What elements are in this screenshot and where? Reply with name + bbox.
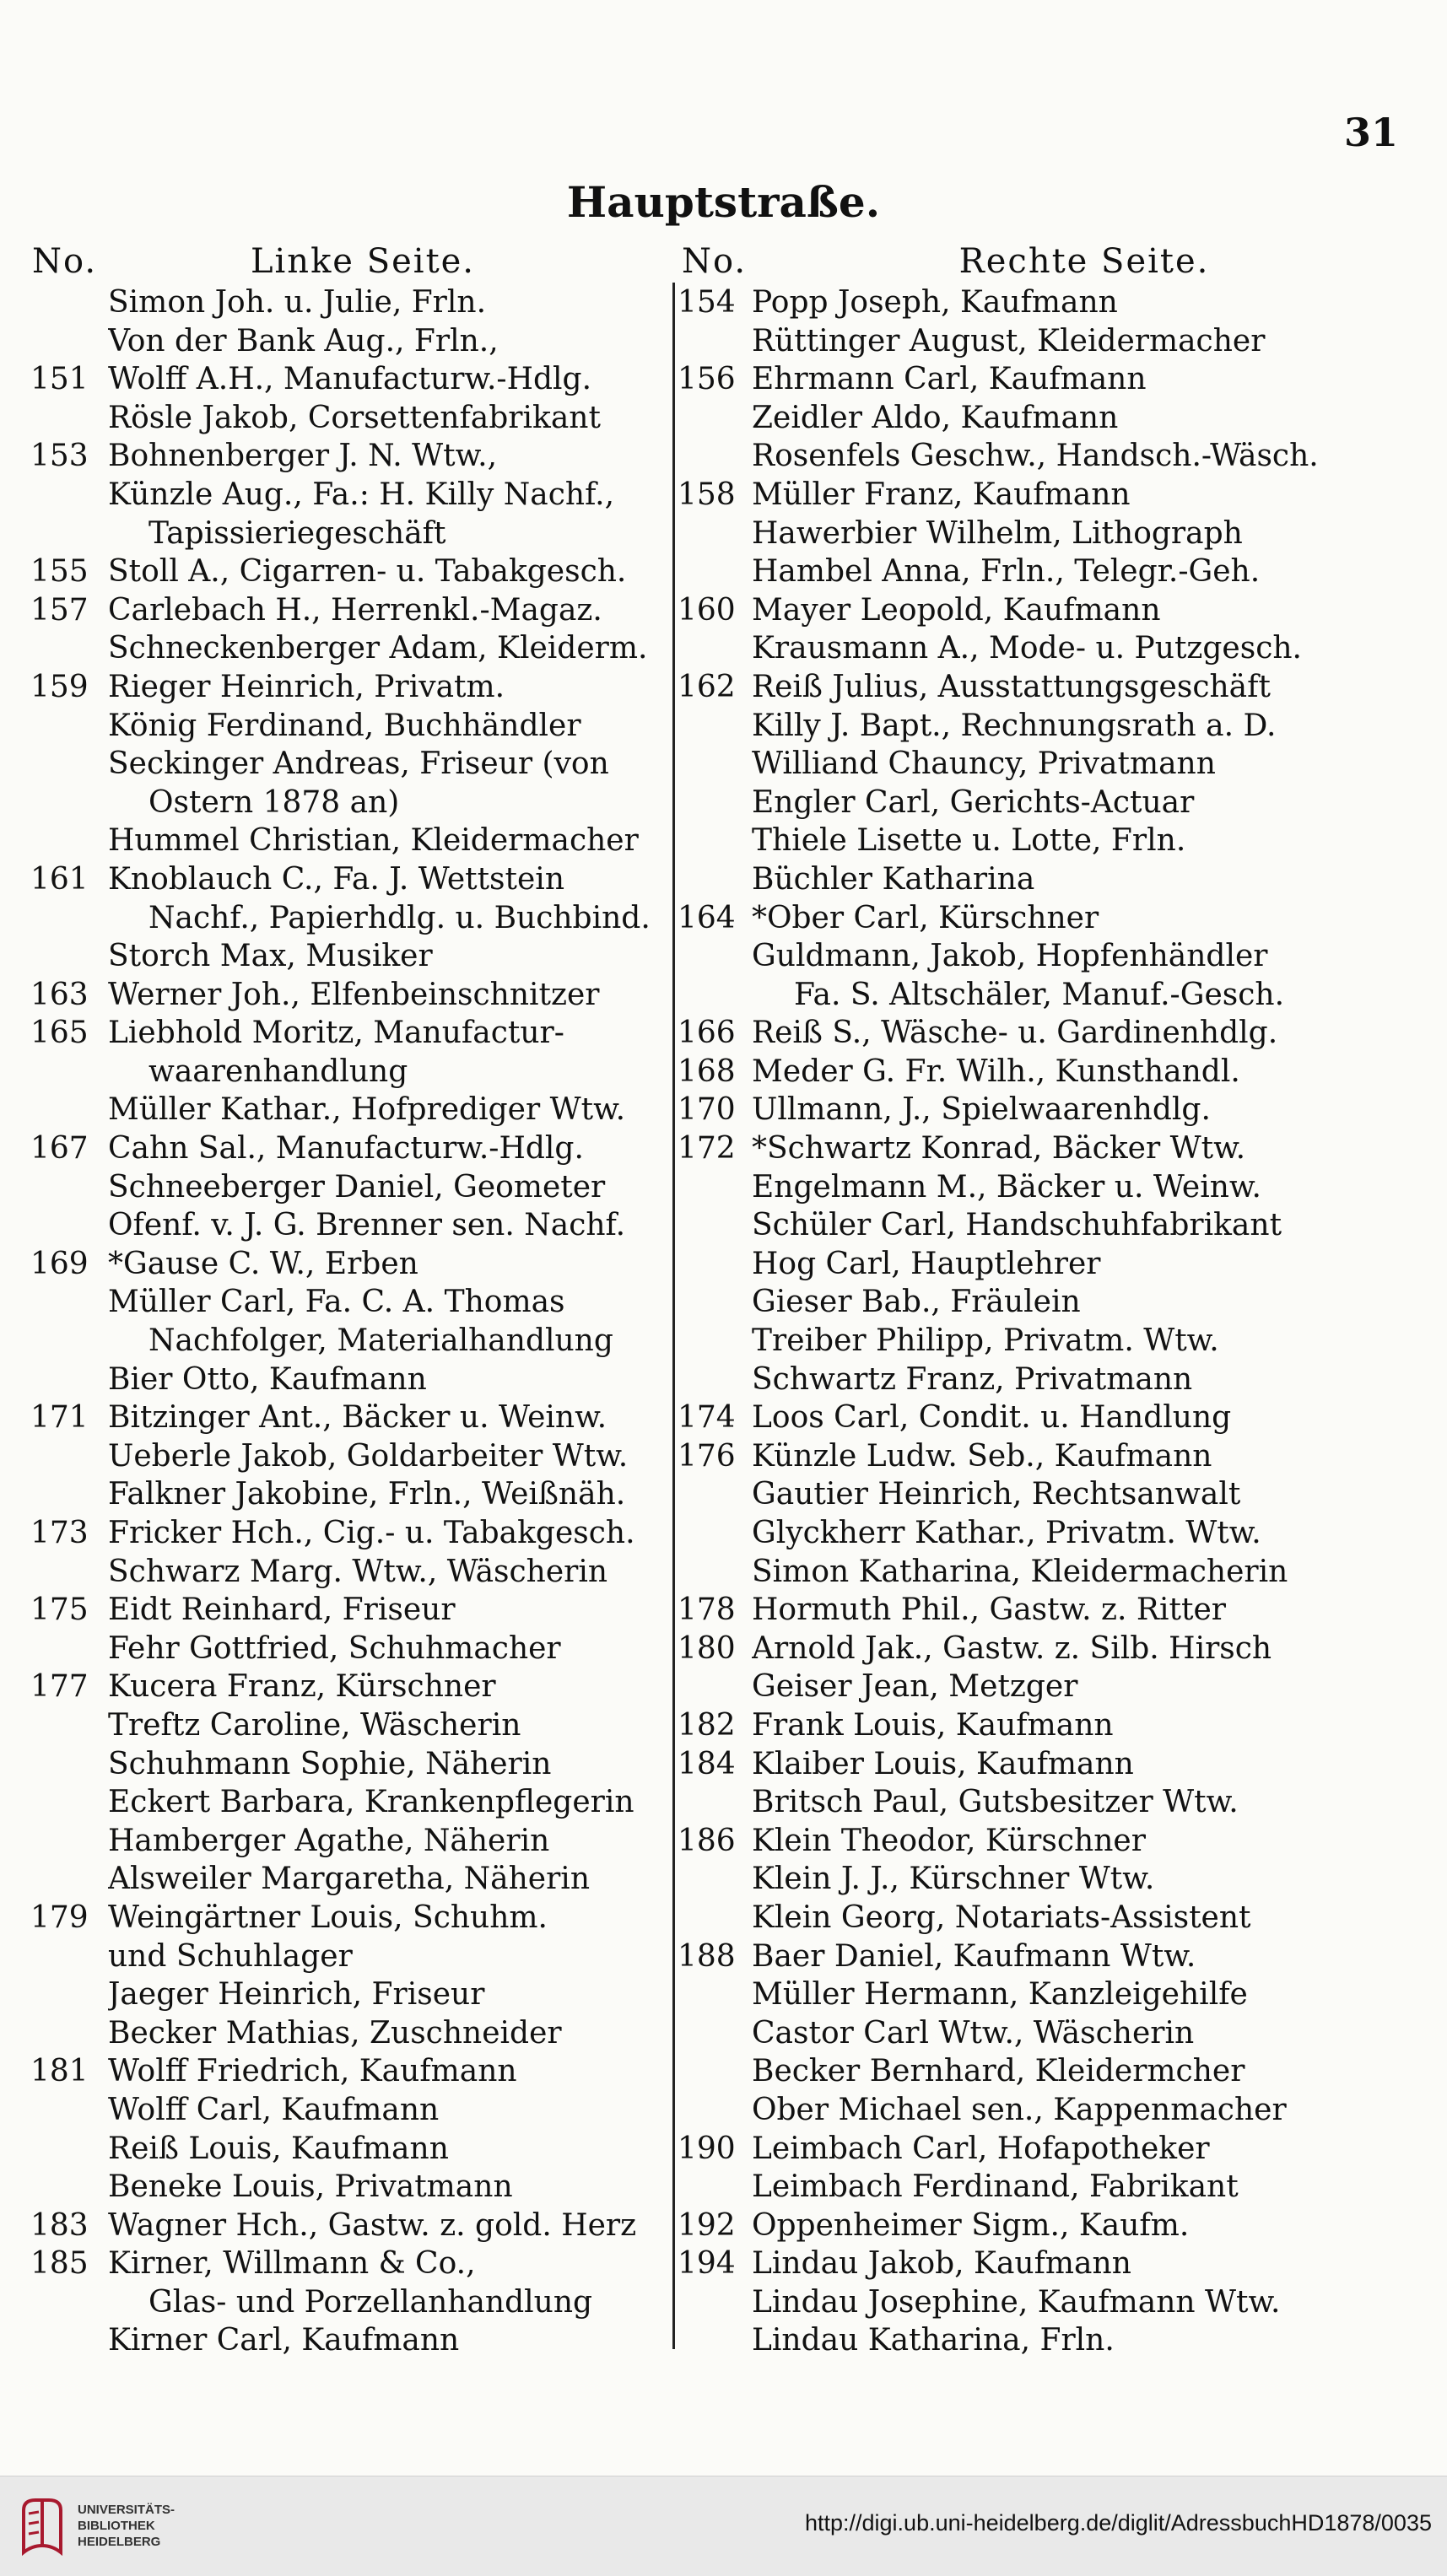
directory-entry [0, 2207, 671, 2245]
directory-entry [0, 1206, 671, 1245]
directory-entry [0, 1514, 671, 1553]
resident-text: Tapissieriegeschäft [148, 515, 446, 551]
directory-entry [678, 1129, 1441, 1168]
resident-text: Alsweiler Margaretha, Näherin [108, 1862, 591, 1897]
house-number: 186 [678, 1823, 736, 1858]
resident-text: Thiele Lisette u. Lotte, Frln. [752, 823, 1186, 859]
resident-text: Künzle Ludw. Seb., Kaufmann [752, 1438, 1212, 1474]
resident-text: Klaiber Louis, Kaufmann [752, 1746, 1134, 1781]
house-number: 181 [30, 2054, 89, 2089]
directory-entry [678, 2130, 1441, 2169]
house-number: 162 [678, 669, 736, 704]
resident-text: Castor Carl Wtw., Wäscherin [752, 2015, 1195, 2051]
resident-text: Kucera Franz, Kürschner [108, 1669, 496, 1705]
resident-text: Glas- und Porzellanhandlung [148, 2284, 593, 2320]
resident-text: Knoblauch C., Fa. J. Wettstein [108, 861, 565, 897]
directory-entry [0, 745, 671, 784]
resident-text: Treftz Caroline, Wäscherin [108, 1707, 521, 1743]
resident-text: Klein Georg, Notariats-Assistent [752, 1900, 1251, 1935]
directory-entry [0, 2091, 671, 2130]
directory-entry [0, 976, 671, 1015]
directory-entry [678, 1283, 1441, 1322]
directory-entry [678, 976, 1441, 1015]
directory-entry [678, 937, 1441, 976]
house-number: 190 [678, 2131, 736, 2166]
resident-text: Eckert Barbara, Krankenpflegerin [108, 1785, 634, 1820]
resident-text: und Schuhlager [108, 1938, 353, 1974]
page-number: 31 [1343, 110, 1398, 155]
resident-text: Wolff Carl, Kaufmann [108, 2092, 440, 2127]
directory-entry [678, 1937, 1441, 1976]
resident-text: Arnold Jak., Gastw. z. Silb. Hirsch [752, 1630, 1272, 1666]
directory-entry [0, 1937, 671, 1976]
resident-text: Krausmann A., Mode- u. Putzgesch. [752, 631, 1302, 666]
directory-entry [0, 2245, 671, 2283]
house-number: 168 [678, 1054, 736, 1089]
directory-entry [678, 1783, 1441, 1822]
house-number: 170 [678, 1092, 736, 1128]
directory-entry [0, 1053, 671, 1091]
resident-text: Ehrmann Carl, Kaufmann [752, 362, 1147, 397]
directory-entry [678, 1053, 1441, 1091]
directory-entry [0, 1475, 671, 1514]
directory-entry [678, 1514, 1441, 1553]
resident-text: Hawerbier Wilhelm, Lithograph [752, 515, 1243, 551]
resident-text: *Gause C. W., Erben [108, 1246, 418, 1281]
directory-entry [678, 1745, 1441, 1784]
directory-entry [0, 1975, 671, 2014]
resident-text: Weingärtner Louis, Schuhm. [108, 1900, 548, 1935]
resident-text: Schneckenberger Adam, Kleiderm. [108, 631, 648, 666]
house-number: 176 [678, 1438, 736, 1474]
resident-text: Simon Joh. u. Julie, Frln. [108, 285, 487, 320]
resident-text: Popp Joseph, Kaufmann [752, 285, 1118, 320]
resident-text: Becker Mathias, Zuschneider [108, 2015, 562, 2051]
directory-entry [0, 668, 671, 707]
directory-entry [0, 2168, 671, 2207]
house-number: 178 [678, 1592, 736, 1628]
directory-entry [678, 1860, 1441, 1899]
resident-text: Frank Louis, Kaufmann [752, 1707, 1114, 1743]
resident-text: Guldmann, Jakob, Hopfenhändler [752, 939, 1268, 974]
resident-text: Kirner Carl, Kaufmann [108, 2323, 460, 2358]
left-side-list [0, 283, 671, 2360]
house-number: 151 [30, 362, 89, 397]
resident-text: Künzle Aug., Fa.: H. Killy Nachf., [108, 477, 615, 512]
directory-entry [0, 822, 671, 860]
directory-entry [0, 1553, 671, 1592]
logo-line-1: UNIVERSITÄTS- [78, 2503, 175, 2517]
house-number: 160 [678, 592, 736, 628]
resident-text: Engelmann M., Bäcker u. Weinw. [752, 1169, 1261, 1204]
resident-text: Rüttinger August, Kleidermacher [752, 323, 1266, 358]
directory-entry [678, 1245, 1441, 1284]
directory-entry [678, 2207, 1441, 2245]
resident-text: Ueberle Jakob, Goldarbeiter Wtw. [108, 1438, 629, 1474]
header-no-left: No. [32, 242, 98, 281]
directory-entry [0, 2321, 671, 2360]
directory-entry [0, 1437, 671, 1476]
resident-text: Leimbach Ferdinand, Fabrikant [752, 2169, 1239, 2205]
resident-text: Oppenheimer Sigm., Kaufm. [752, 2207, 1190, 2243]
directory-entry [678, 1168, 1441, 1207]
resident-text: Schüler Carl, Handschuhfabrikant [752, 1208, 1282, 1243]
directory-entry [0, 322, 671, 361]
directory-entry [0, 1745, 671, 1784]
resident-text: *Schwartz Konrad, Bäcker Wtw. [752, 1131, 1246, 1167]
house-number: 180 [678, 1630, 736, 1666]
directory-entry [678, 1630, 1441, 1668]
resident-text: Hog Carl, Hauptlehrer [752, 1246, 1101, 1281]
house-number: 163 [30, 977, 89, 1012]
resident-text: Leimbach Carl, Hofapotheker [752, 2131, 1210, 2166]
directory-entry [678, 860, 1441, 899]
house-number: 161 [30, 861, 89, 897]
house-number: 177 [30, 1669, 89, 1705]
resident-text: Zeidler Aldo, Kaufmann [752, 400, 1119, 435]
resident-text: König Ferdinand, Buchhändler [108, 708, 581, 743]
resident-text: Werner Joh., Elfenbeinschnitzer [108, 977, 600, 1012]
resident-text: Seckinger Andreas, Friseur (von [108, 746, 609, 782]
resident-text: Rieger Heinrich, Privatm. [108, 669, 505, 704]
resident-text: Gautier Heinrich, Rechtsanwalt [752, 1477, 1241, 1512]
resident-text: Cahn Sal., Manufacturw.-Hdlg. [108, 1131, 584, 1167]
directory-entry [0, 937, 671, 976]
directory-entry [678, 2168, 1441, 2207]
resident-text: Müller Hermann, Kanzleigehilfe [752, 1977, 1248, 2013]
resident-text: Nachfolger, Materialhandlung [148, 1323, 613, 1359]
resident-text: Treiber Philipp, Privatm. Wtw. [752, 1323, 1219, 1359]
directory-entry [678, 1014, 1441, 1053]
resident-text: Wolff A.H., Manufacturw.-Hdlg. [108, 362, 592, 397]
resident-text: Schuhmann Sophie, Näherin [108, 1746, 552, 1781]
resident-text: Reiß Julius, Ausstattungsgeschäft [752, 669, 1271, 704]
directory-entry [0, 1822, 671, 1861]
directory-entry [678, 1206, 1441, 1245]
directory-entry [678, 552, 1441, 591]
right-side-list [678, 283, 1441, 2360]
directory-entry [0, 1860, 671, 1899]
directory-entry [0, 784, 671, 822]
resident-text: Wagner Hch., Gastw. z. gold. Herz [108, 2207, 637, 2243]
resident-text: Schwartz Franz, Privatmann [752, 1361, 1193, 1397]
resident-text: Rösle Jakob, Corsettenfabrikant [108, 400, 601, 435]
house-number: 194 [678, 2246, 736, 2282]
directory-entry [678, 1322, 1441, 1361]
directory-entry [0, 707, 671, 746]
house-number: 188 [678, 1938, 736, 1974]
resident-text: Reiß S., Wäsche- u. Gardinenhdlg. [752, 1016, 1278, 1051]
directory-entry [678, 2321, 1441, 2360]
directory-entry [0, 437, 671, 476]
directory-entry [678, 745, 1441, 784]
house-number: 179 [30, 1900, 89, 1935]
resident-text: Müller Carl, Fa. C. A. Thomas [108, 1285, 565, 1320]
resident-text: Schneeberger Daniel, Geometer [108, 1169, 606, 1204]
house-number: 172 [678, 1131, 736, 1167]
resident-text: Beneke Louis, Privatmann [108, 2169, 513, 2205]
directory-entry [0, 629, 671, 668]
house-number: 166 [678, 1016, 736, 1051]
directory-entry [678, 629, 1441, 668]
resident-text: Williand Chauncy, Privatmann [752, 746, 1216, 782]
directory-entry [678, 476, 1441, 515]
directory-entry [678, 399, 1441, 438]
resident-text: Von der Bank Aug., Frln., [108, 323, 499, 358]
resident-text: Bitzinger Ant., Bäcker u. Weinw. [108, 1400, 607, 1436]
directory-entry [0, 1322, 671, 1361]
directory-entry [0, 2052, 671, 2091]
resident-text: Jaeger Heinrich, Friseur [108, 1977, 485, 2013]
directory-entry [0, 476, 671, 515]
resident-text: Bohnenberger J. N. Wtw., [108, 439, 498, 474]
resident-text: Carlebach H., Herrenkl.-Magaz. [108, 592, 602, 628]
directory-entry [678, 668, 1441, 707]
house-number: 185 [30, 2246, 89, 2282]
resident-text: Fa. S. Altschäler, Manuf.-Gesch. [794, 977, 1285, 1012]
resident-text: Storch Max, Musiker [108, 939, 433, 974]
directory-entry [678, 283, 1441, 322]
directory-entry [678, 1822, 1441, 1861]
house-number: 156 [678, 362, 736, 397]
logo-line-3: HEIDELBERG [78, 2535, 161, 2549]
column-divider [672, 283, 675, 2349]
house-number: 167 [30, 1131, 89, 1167]
footer-bar [0, 2476, 1447, 2576]
directory-entry [678, 360, 1441, 399]
resident-text: Rosenfels Geschw., Handsch.-Wäsch. [752, 439, 1319, 474]
street-title: Hauptstraße. [566, 177, 881, 227]
house-number: 173 [30, 1516, 89, 1550]
directory-entry [0, 2283, 671, 2322]
resident-text: Lindau Jakob, Kaufmann [752, 2246, 1131, 2282]
directory-entry [678, 1706, 1441, 1745]
resident-text: Hambel Anna, Frln., Telegr.-Geh. [752, 554, 1261, 590]
directory-entry [0, 2130, 671, 2169]
resident-text: Klein Theodor, Kürschner [752, 1823, 1146, 1858]
house-number: 169 [30, 1246, 89, 1281]
resident-text: Becker Bernhard, Kleidermcher [752, 2054, 1245, 2089]
directory-entry [0, 552, 671, 591]
resident-text: Britsch Paul, Gutsbesitzer Wtw. [752, 1785, 1239, 1820]
resident-text: Fricker Hch., Cig.- u. Tabakgesch. [108, 1516, 635, 1550]
house-number: 164 [678, 900, 736, 935]
library-logo-icon [17, 2493, 67, 2559]
directory-entry [0, 1668, 671, 1706]
house-number: 174 [678, 1400, 736, 1436]
directory-entry [0, 1706, 671, 1745]
resident-text: Schwarz Marg. Wtw., Wäscherin [108, 1554, 608, 1589]
resident-text: Klein J. J., Kürschner Wtw. [752, 1862, 1155, 1897]
directory-entry [0, 1283, 671, 1322]
source-url-link[interactable]: http://digi.ub.uni-heidelberg.de/diglit/AdressbuchHD1878/0035 [804, 2510, 1432, 2536]
house-number: 154 [678, 285, 736, 320]
house-number: 171 [30, 1400, 89, 1436]
directory-entry [678, 2245, 1441, 2283]
directory-entry [678, 591, 1441, 630]
directory-entry [0, 1245, 671, 1284]
resident-text: Wolff Friedrich, Kaufmann [108, 2054, 517, 2089]
resident-text: Falkner Jakobine, Frln., Weißnäh. [108, 1477, 626, 1512]
directory-entry [678, 515, 1441, 553]
directory-entry [678, 707, 1441, 746]
directory-entry [678, 1361, 1441, 1399]
resident-text: Geiser Jean, Metzger [752, 1669, 1078, 1705]
house-number: 175 [30, 1592, 89, 1628]
directory-entry [0, 1014, 671, 1053]
directory-entry [0, 1168, 671, 1207]
directory-entry [0, 1783, 671, 1822]
directory-entry [678, 1899, 1441, 1937]
resident-text: Nachf., Papierhdlg. u. Buchbind. [148, 900, 651, 935]
directory-entry [678, 1437, 1441, 1476]
directory-entry [678, 1475, 1441, 1514]
resident-text: Stoll A., Cigarren- u. Tabakgesch. [108, 554, 627, 590]
directory-entry [0, 283, 671, 322]
resident-text: Hormuth Phil., Gastw. z. Ritter [752, 1592, 1226, 1628]
resident-text: Engler Carl, Gerichts-Actuar [752, 784, 1195, 820]
resident-text: Müller Kathar., Hofprediger Wtw. [108, 1092, 626, 1128]
directory-entry [0, 591, 671, 630]
directory-entry [0, 1899, 671, 1937]
directory-entry [678, 784, 1441, 822]
library-logo-text [78, 2502, 213, 2550]
resident-text: Mayer Leopold, Kaufmann [752, 592, 1161, 628]
resident-text: Büchler Katharina [752, 861, 1035, 897]
resident-text: Kirner, Willmann & Co., [108, 2246, 476, 2282]
directory-entry [678, 1398, 1441, 1437]
directory-entry [678, 437, 1441, 476]
resident-text: Ullmann, J., Spielwaarenhdlg. [752, 1092, 1211, 1128]
resident-text: Simon Katharina, Kleidermacherin [752, 1554, 1288, 1589]
house-number: 182 [678, 1707, 736, 1743]
directory-entry [0, 515, 671, 553]
directory-entry [0, 1361, 671, 1399]
resident-text: Gieser Bab., Fräulein [752, 1285, 1081, 1320]
directory-entry [0, 2014, 671, 2053]
header-left-side: Linke Seite. [250, 242, 476, 281]
resident-text: Hummel Christian, Kleidermacher [108, 823, 639, 859]
resident-text: Reiß Louis, Kaufmann [108, 2131, 449, 2166]
resident-text: Glyckherr Kathar., Privatm. Wtw. [752, 1516, 1261, 1550]
resident-text: Baer Daniel, Kaufmann Wtw. [752, 1938, 1196, 1974]
directory-entry [678, 322, 1441, 361]
directory-entry [0, 1129, 671, 1168]
directory-entry [0, 860, 671, 899]
resident-text: Ostern 1878 an) [148, 784, 400, 820]
resident-text: Meder G. Fr. Wilh., Kunsthandl. [752, 1054, 1240, 1089]
directory-entry [0, 1630, 671, 1668]
resident-text: Hamberger Agathe, Näherin [108, 1823, 550, 1858]
resident-text: waarenhandlung [148, 1054, 408, 1089]
directory-entry [678, 1975, 1441, 2014]
directory-entry [678, 2052, 1441, 2091]
house-number: 158 [678, 477, 736, 512]
resident-text: Ober Michael sen., Kappenmacher [752, 2092, 1287, 2127]
resident-text: Eidt Reinhard, Friseur [108, 1592, 456, 1628]
directory-entry [0, 1591, 671, 1630]
resident-text: Killy J. Bapt., Rechnungsrath a. D. [752, 708, 1277, 743]
directory-entry [678, 1591, 1441, 1630]
resident-text: Bier Otto, Kaufmann [108, 1361, 427, 1397]
house-number: 183 [30, 2207, 89, 2243]
resident-text: Müller Franz, Kaufmann [752, 477, 1131, 512]
resident-text: Liebhold Moritz, Manufactur- [108, 1016, 564, 1051]
house-number: 184 [678, 1746, 736, 1781]
resident-text: Loos Carl, Condit. u. Handlung [752, 1400, 1232, 1436]
directory-entry [678, 822, 1441, 860]
directory-entry [0, 399, 671, 438]
house-number: 153 [30, 439, 89, 474]
header-right-side: Rechte Seite. [958, 242, 1210, 281]
directory-entry [678, 2091, 1441, 2130]
directory-entry [678, 2283, 1441, 2322]
directory-entry [678, 1553, 1441, 1592]
resident-text: Lindau Katharina, Frln. [752, 2323, 1115, 2358]
logo-line-2: BIBLIOTHEK [78, 2519, 155, 2533]
resident-text: Ofenf. v. J. G. Brenner sen. Nachf. [108, 1208, 626, 1243]
directory-entry [678, 2014, 1441, 2053]
house-number: 159 [30, 669, 89, 704]
directory-entry [678, 1091, 1441, 1129]
directory-entry [0, 1091, 671, 1129]
directory-entry [0, 1398, 671, 1437]
resident-text: Fehr Gottfried, Schuhmacher [108, 1630, 561, 1666]
directory-entry [678, 899, 1441, 938]
house-number: 192 [678, 2207, 736, 2243]
house-number: 155 [30, 554, 89, 590]
house-number: 165 [30, 1016, 89, 1051]
resident-text: Lindau Josephine, Kaufmann Wtw. [752, 2284, 1281, 2320]
resident-text: *Ober Carl, Kürschner [752, 900, 1099, 935]
directory-entry [0, 899, 671, 938]
directory-entry [678, 1668, 1441, 1706]
header-no-right: No. [682, 242, 748, 281]
directory-entry [0, 360, 671, 399]
house-number: 157 [30, 592, 89, 628]
